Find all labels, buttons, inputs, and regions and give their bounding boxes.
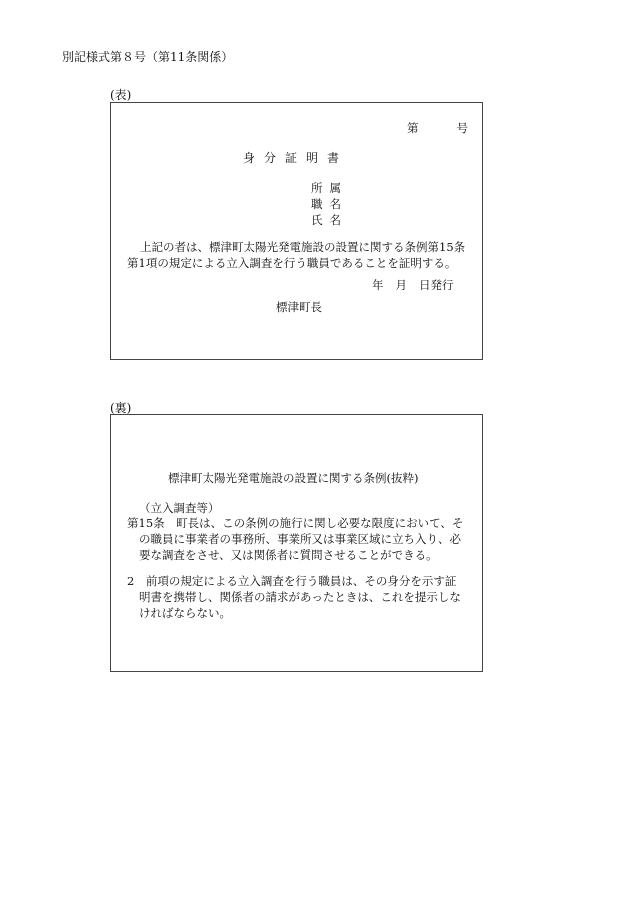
statement-line: 上記の者は、標津町太陽光発電施設の設置に関する条例第15条 [140, 240, 466, 254]
id-card-front [110, 102, 483, 360]
article-15 [127, 515, 463, 563]
issue-day: 日発行 [419, 278, 454, 292]
front-side-label: (表) [110, 88, 132, 102]
id-card-back [110, 414, 483, 672]
back-side-label: (裏) [110, 401, 132, 415]
issuer: 標津町長 [276, 300, 322, 314]
paragraph-line: 2 前項の規定による立入調査を行う職員は、その身分を示す証 [127, 574, 457, 588]
field-name: 氏名 [311, 213, 348, 227]
number-prefix: 第 [407, 121, 419, 135]
field-affiliation: 所属 [311, 181, 348, 195]
statement-line: 第1項の規定による立入調査を行う職員であることを証明する。 [127, 256, 457, 271]
article-line: の職員に事業者の事務所、事業所又は事業区域に立ち入り、必 [139, 532, 461, 547]
article-line: 要な調査をさせ、又は関係者に質問させることができる。 [139, 548, 438, 563]
certificate-title: 身分証明書 [243, 151, 349, 165]
article-line: 第15条 町長は、この条例の施行に関し必要な限度において、そ [127, 516, 464, 530]
paragraph-line: ければならない。 [139, 606, 231, 621]
article-heading: （立入調査等） [139, 501, 220, 515]
field-job-title: 職名 [311, 197, 348, 211]
article-15-paragraph-2 [127, 573, 461, 621]
issue-date [372, 277, 454, 293]
issue-month: 月 [395, 278, 407, 292]
certification-statement [127, 239, 465, 271]
ordinance-excerpt-title: 標津町太陽光発電施設の設置に関する条例(抜粋) [168, 471, 419, 485]
paragraph-line: 明書を携帯し、関係者の請求があったときは、これを提示しな [139, 590, 461, 605]
certificate-number [407, 120, 468, 136]
form-title: 別記様式第８号（第11条関係） [62, 50, 234, 64]
issue-year: 年 [372, 278, 384, 292]
number-suffix: 号 [456, 121, 468, 135]
